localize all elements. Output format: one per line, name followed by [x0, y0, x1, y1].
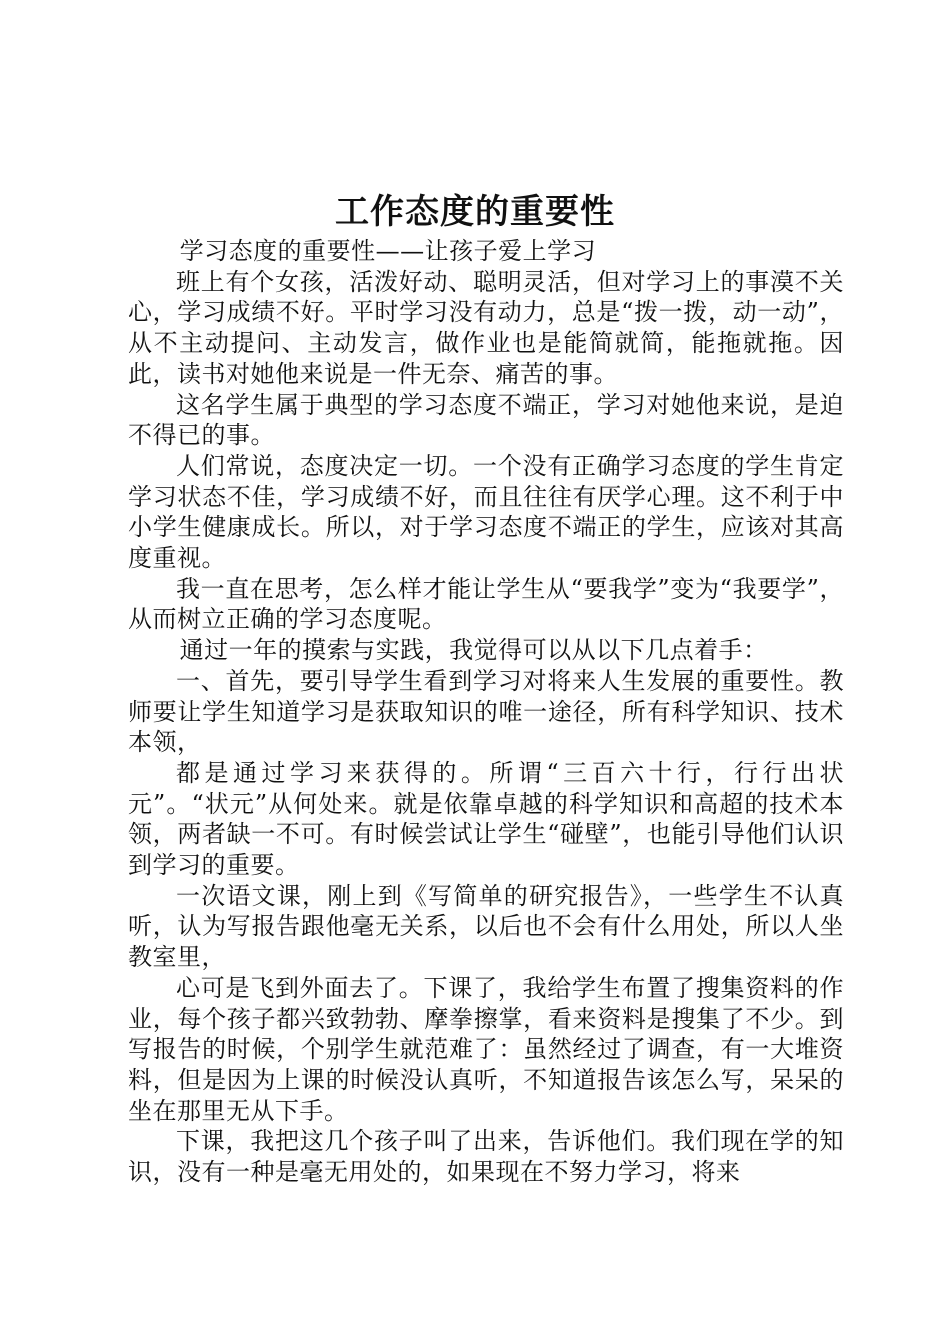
body-paragraph: 人们常说，态度决定一切。一个没有正确学习态度的学生肯定学习状态不佳，学习成绩不好，而且往往有厌学心理。这不利于中小学生健康成长。所以，对于学习态度不端正的学生，应该对其高度重视。: [128, 451, 844, 573]
document-title: 工作态度的重要性: [335, 192, 615, 232]
body-paragraph: 心可是飞到外面去了。下课了，我给学生布置了搜集资料的作业，每个孩子都兴致勃勃、摩拳擦掌，看来资料是搜集了不少。到写报告的时候，个别学生就范难了：虽然经过了调查，有一大堆资料，但是因为上课的时候没认真听，不知道报告该怎么写，呆呆的坐在那里无从下手。: [128, 973, 844, 1125]
body-paragraph: 一次语文课，刚上到《写简单的研究报告》，一些学生不认真听，认为写报告跟他毫无关系，以后也不会有什么用处，所以人坐教室里，: [128, 881, 844, 972]
body-paragraph: 这名学生属于典型的学习态度不端正，学习对她他来说，是迫不得已的事。: [128, 390, 844, 450]
body-paragraph: 都是通过学习来获得的。所谓“三百六十行，行行出状元”。“状元”从何处来。就是依靠卓越的科学知识和高超的技术本领，两者缺一不可。有时候尝试让学生“碰壁”，也能引导他们认识到学习的重要。: [128, 758, 844, 880]
body-paragraph: 班上有个女孩，活泼好动、聪明灵活，但对学习上的事漠不关心，学习成绩不好。平时学习没有动力，总是“拨一拨，动一动”，从不主动提问、主动发言，做作业也是能简就简，能拖就拖。因此，读书对她他来说是一件无奈、痛苦的事。: [128, 267, 844, 388]
body-paragraph: 我一直在思考，怎么样才能让学生从“要我学”变为“我要学”，从而树立正确的学习态度呢。: [128, 574, 844, 634]
body-paragraph: 通过一年的摸索与实践，我觉得可以从以下几点着手：: [179, 636, 768, 665]
document-body: [128, 236, 844, 1188]
body-paragraph: 一、首先，要引导学生看到学习对将来人生发展的重要性。教师要让学生知道学习是获取知识的唯一途径，所有科学知识、技术本领，: [128, 666, 844, 757]
body-paragraph: 下课，我把这几个孩子叫了出来，告诉他们。我们现在学的知识，没有一种是毫无用处的，如果现在不努力学习，将来: [128, 1127, 844, 1187]
subtitle-paragraph: 学习态度的重要性——让孩子爱上学习: [179, 237, 597, 265]
